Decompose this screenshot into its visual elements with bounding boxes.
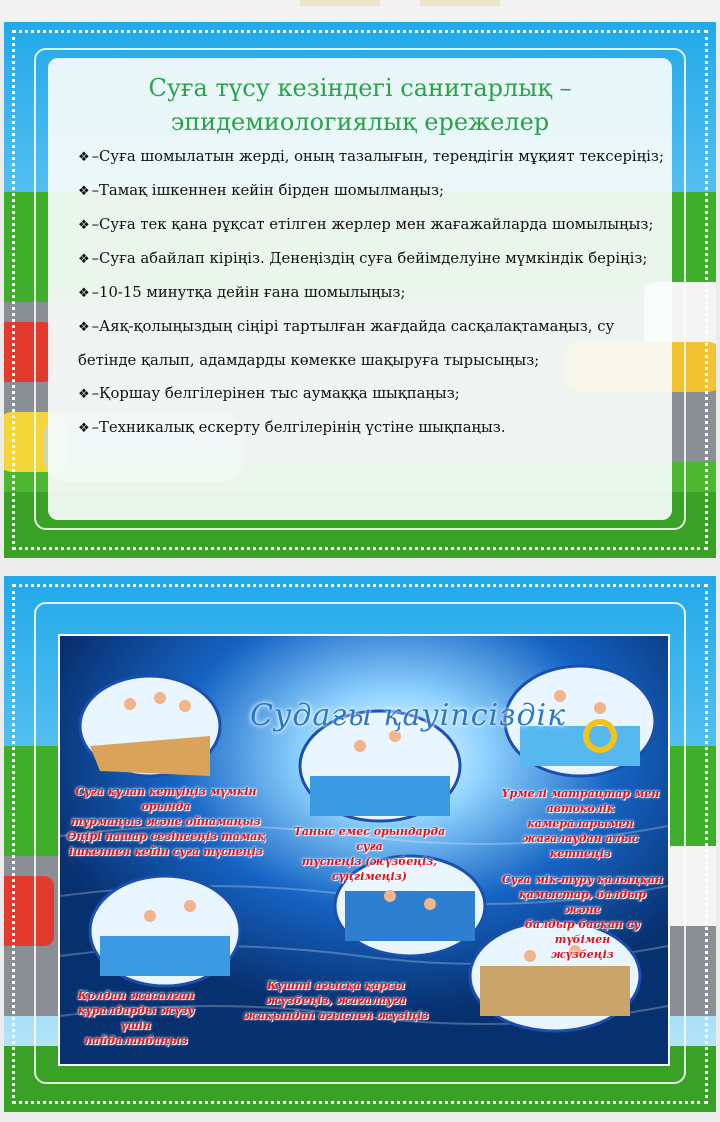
caption-right-top: Үрмелі матрацтар мен автокөлік камераларымен жағалаудан алыс кетпеңіз (501, 787, 660, 860)
caption-left-top: Суға құлап кетуіңіз мүмкін орында тұрмаңыз және ойнамаңыз Өңірі нашар сезінсеңіз тамақ ішкеннен кейін суға түспеңіз (66, 785, 266, 858)
rule-item: ❖ –10-15 минутқа дейін ғана шомылыңыз; (78, 284, 406, 301)
bullet-icon: ❖ (78, 320, 90, 335)
rule-item: ❖ –Қоршау белгілерінен тыс аумаққа шықпаңыз; (78, 385, 460, 402)
bullet-icon: ❖ (78, 150, 90, 165)
caption-center-bottom: Күшті ағысқа қарсы жүзбеңіз, жағалауға жақындап ағыспен жүзіңіз (243, 979, 429, 1022)
rule-item: ❖ –Суға шомылатын жерді, оның тазалығын, тереңдігін мұқият тексеріңіз; (78, 148, 664, 165)
slide-poster (4, 576, 716, 1112)
rules-list (78, 140, 678, 445)
caption-center: Таныс емес орындарда суға түспеңіз (жүзбеңіз, сүңгімеңіз) (293, 825, 446, 883)
bullet-icon: ❖ (78, 387, 90, 402)
slide-rules (4, 22, 716, 558)
caption-left-bottom: Қолдан жасалған құралдарды жүзу үшін пайдаланбаңыз (77, 989, 195, 1047)
bullet-icon: ❖ (78, 286, 90, 301)
rule-item-continuation: бетінде қалып, адамдарды көмекке шақыруға тырысыңыз; (78, 352, 540, 369)
rule-item: ❖ –Суға абайлап кіріңіз. Денеңіздің суға бейімделуіне мүмкіндік беріңіз; (78, 250, 648, 267)
rule-item: ❖ –Аяқ-қолыңыздың сіңірі тартылған жағдайда сасқалақтамаңыз, су (78, 318, 615, 335)
bullet-icon: ❖ (78, 184, 90, 199)
water-safety-poster (58, 634, 670, 1066)
bullet-icon: ❖ (78, 252, 90, 267)
page-title-line2: эпидемиологиялық ережелер (170, 108, 550, 136)
poster-title: Судағы қауіпсіздік (250, 698, 567, 733)
page-title-line1: Суға түсу кезіндегі санитарлық – (148, 74, 572, 102)
bullet-icon: ❖ (78, 218, 90, 233)
top-strip (0, 0, 720, 22)
rule-item: ❖ –Техникалық ескерту белгілерінің үстіне шықпаңыз. (78, 419, 506, 436)
bullet-icon: ❖ (78, 421, 90, 436)
caption-right-mid: Суға мік-тұру қалыңқан қамыстар, балдыр және балдыр басқан су түбімен жүзбеңіз (501, 873, 663, 961)
rule-item: ❖ –Суға тек қана рұқсат етілген жерлер мен жағажайларда шомылыңыз; (78, 216, 654, 233)
rule-item: ❖ –Тамақ ішкеннен кейін бірден шомылмаңыз; (78, 182, 444, 199)
